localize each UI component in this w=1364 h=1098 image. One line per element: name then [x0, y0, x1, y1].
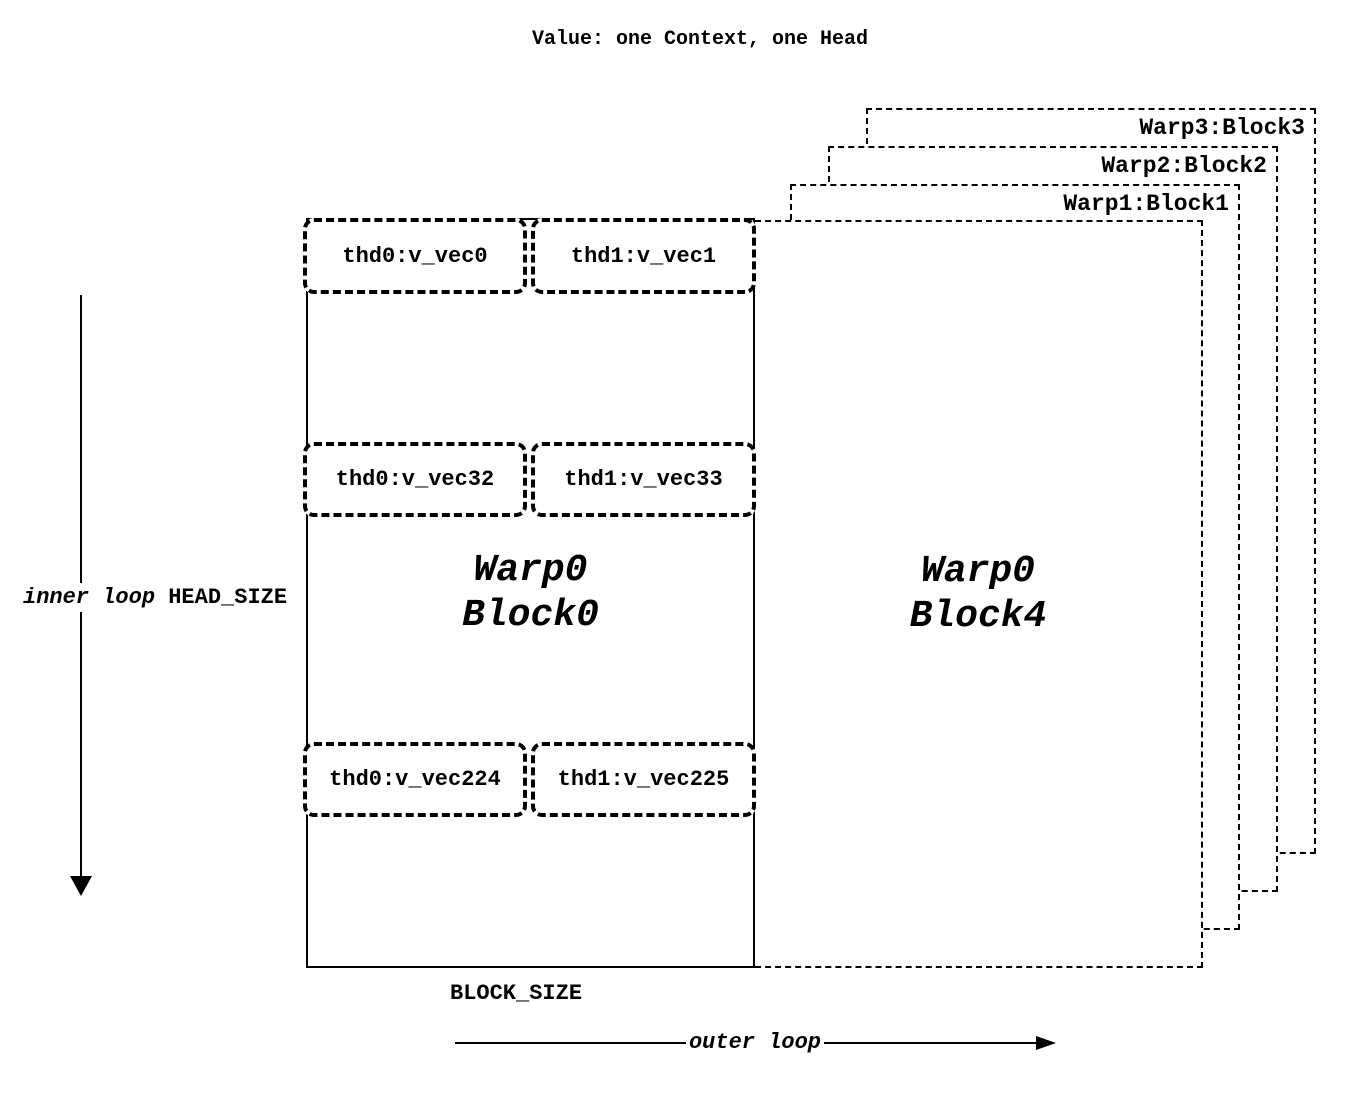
- warp0-block0-panel: [306, 218, 755, 968]
- inner-loop-axis-label: [20, 583, 290, 612]
- cell-thd0-v-vec224: thd0:v_vec224: [303, 742, 527, 817]
- warp2-block2-label: Warp2:Block2: [1101, 153, 1267, 179]
- warp0-block4-label-line1: Warp0: [920, 550, 1035, 593]
- warp0-block4-label: [910, 549, 1047, 639]
- warp0-block4-panel: [755, 220, 1203, 968]
- cell-thd0-v-vec32: thd0:v_vec32: [303, 442, 527, 517]
- inner-loop-label: inner loop: [23, 585, 156, 610]
- warp0-block4-label-line2: Block4: [909, 595, 1047, 638]
- warp3-block3-label: Warp3:Block3: [1139, 115, 1305, 141]
- down-arrow-icon: [70, 876, 92, 896]
- cell-thd1-v-vec225: thd1:v_vec225: [531, 742, 756, 817]
- cell-thd1-v-vec1: thd1:v_vec1: [531, 218, 756, 294]
- cell-thd0-v-vec0: thd0:v_vec0: [303, 218, 527, 294]
- head-size-label: HEAD_SIZE: [168, 585, 288, 610]
- warp0-block0-label: [462, 548, 599, 638]
- block-size-label: BLOCK_SIZE: [450, 981, 583, 1006]
- right-arrow-icon: [1036, 1036, 1056, 1050]
- warp0-block0-label-line1: Warp0: [473, 549, 588, 592]
- diagram-title: Value: one Context, one Head: [531, 28, 869, 51]
- warp1-block1-label: Warp1:Block1: [1063, 191, 1229, 217]
- warp0-block0-label-line2: Block0: [462, 594, 599, 637]
- cell-thd1-v-vec33: thd1:v_vec33: [531, 442, 756, 517]
- outer-loop-label: outer loop: [686, 1030, 824, 1055]
